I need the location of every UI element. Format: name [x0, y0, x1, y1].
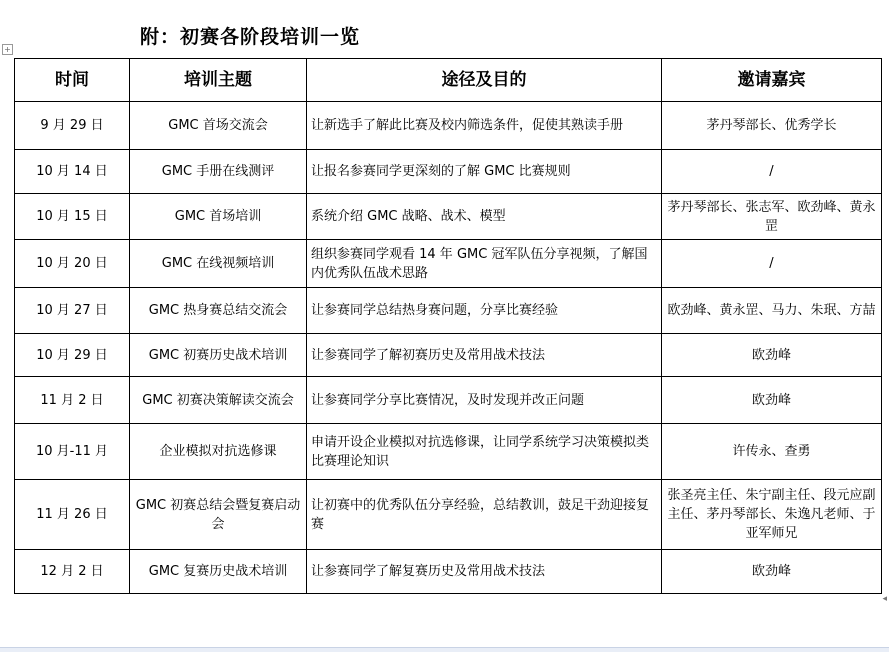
cell-topic: GMC 热身赛总结交流会	[130, 288, 307, 334]
status-bar-strip	[0, 647, 889, 652]
table-row	[15, 377, 882, 424]
table-row	[15, 288, 882, 334]
cell-guests: /	[662, 150, 882, 194]
cell-guests: 欧劲峰	[662, 334, 882, 377]
cell-guests: 欧劲峰、黄永罡、马力、朱珉、方喆	[662, 288, 882, 334]
table-row	[15, 550, 882, 594]
cell-date: 11 月 26 日	[15, 480, 130, 550]
cell-topic: GMC 首场培训	[130, 194, 307, 240]
header-guests: 邀请嘉宾	[662, 59, 882, 102]
cell-path: 让参赛同学了解初赛历史及常用战术技法	[307, 334, 662, 377]
table-row	[15, 102, 882, 150]
table-row	[15, 150, 882, 194]
cell-guests: 茅丹琴部长、张志军、欧劲峰、黄永罡	[662, 194, 882, 240]
cell-date: 10 月 29 日	[15, 334, 130, 377]
cell-topic: GMC 初赛决策解读交流会	[130, 377, 307, 424]
document-title: 附：初赛各阶段培训一览	[140, 26, 361, 48]
header-path-purpose: 途径及目的	[307, 59, 662, 102]
cell-date: 10 月 20 日	[15, 240, 130, 288]
cell-topic: GMC 首场交流会	[130, 102, 307, 150]
cell-date: 9 月 29 日	[15, 102, 130, 150]
cell-path: 申请开设企业模拟对抗选修课，让同学系统学习决策模拟类比赛理论知识	[307, 424, 662, 480]
cell-date: 12 月 2 日	[15, 550, 130, 594]
table-row	[15, 194, 882, 240]
header-date: 时间	[15, 59, 130, 102]
table-anchor-icon[interactable]: +	[2, 44, 13, 55]
cell-date: 11 月 2 日	[15, 377, 130, 424]
table-row	[15, 334, 882, 377]
cell-topic: GMC 手册在线测评	[130, 150, 307, 194]
cell-topic: 企业模拟对抗选修课	[130, 424, 307, 480]
cell-guests: 茅丹琴部长、优秀学长	[662, 102, 882, 150]
cell-date: 10 月-11 月	[15, 424, 130, 480]
cell-path: 让报名参赛同学更深刻的了解 GMC 比赛规则	[307, 150, 662, 194]
header-topic: 培训主题	[130, 59, 307, 102]
cell-topic: GMC 复赛历史战术培训	[130, 550, 307, 594]
cell-path: 系统介绍 GMC 战略、战术、模型	[307, 194, 662, 240]
cell-date: 10 月 27 日	[15, 288, 130, 334]
cell-guests: 欧劲峰	[662, 550, 882, 594]
cell-path: 组织参赛同学观看 14 年 GMC 冠军队伍分享视频，了解国内优秀队伍战术思路	[307, 240, 662, 288]
cell-guests: 欧劲峰	[662, 377, 882, 424]
page-edge-marker-icon: ◂	[882, 594, 887, 604]
cell-path: 让初赛中的优秀队伍分享经验，总结教训，鼓足干劲迎接复赛	[307, 480, 662, 550]
cell-date: 10 月 14 日	[15, 150, 130, 194]
table-row	[15, 424, 882, 480]
cell-path: 让参赛同学分享比赛情况，及时发现并改正问题	[307, 377, 662, 424]
cell-topic: GMC 初赛历史战术培训	[130, 334, 307, 377]
table-header-row	[15, 59, 882, 102]
cell-topic: GMC 初赛总结会暨复赛启动会	[130, 480, 307, 550]
cell-guests: 许传永、查勇	[662, 424, 882, 480]
cell-path: 让参赛同学了解复赛历史及常用战术技法	[307, 550, 662, 594]
cell-path: 让新选手了解此比赛及校内筛选条件，促使其熟读手册	[307, 102, 662, 150]
cell-guests: /	[662, 240, 882, 288]
table-row	[15, 240, 882, 288]
cell-date: 10 月 15 日	[15, 194, 130, 240]
table-row	[15, 480, 882, 550]
cell-path: 让参赛同学总结热身赛问题，分享比赛经验	[307, 288, 662, 334]
cell-topic: GMC 在线视频培训	[130, 240, 307, 288]
training-schedule-table	[14, 58, 882, 594]
cell-guests: 张圣亮主任、朱宁副主任、段元应副主任、茅丹琴部长、朱逸凡老师、于亚军师兄	[662, 480, 882, 550]
